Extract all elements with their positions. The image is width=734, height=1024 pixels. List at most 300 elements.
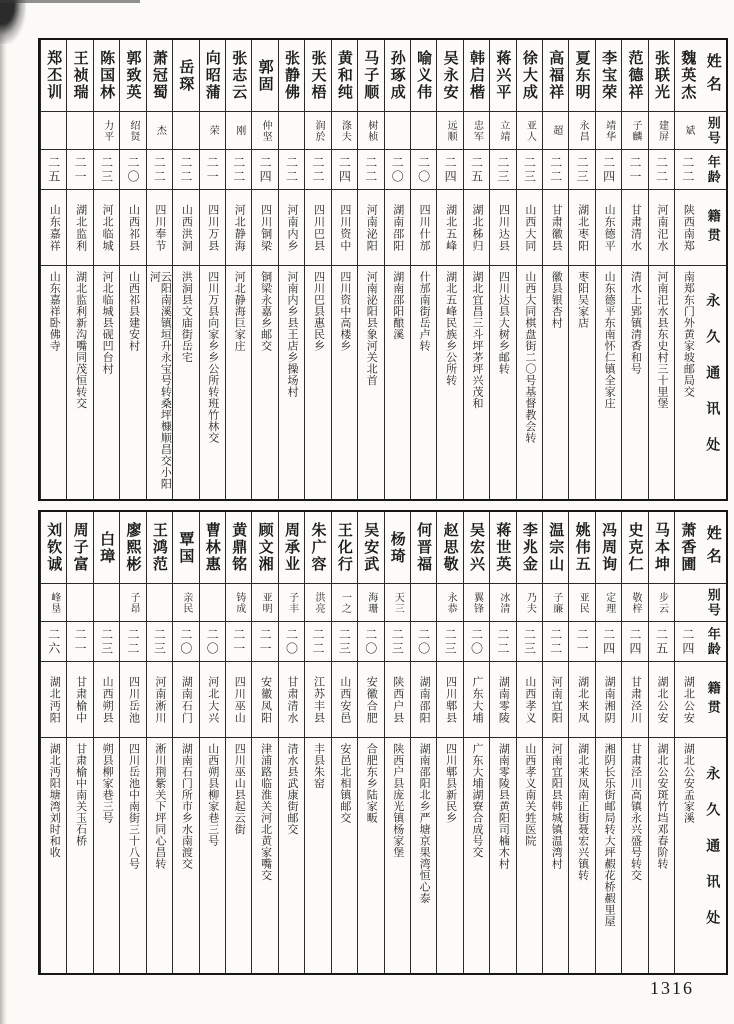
person-column: [489, 512, 515, 973]
person-column: [40, 512, 66, 973]
native-place-cell: 甘肃徽县: [543, 190, 568, 266]
person-column: [357, 40, 383, 499]
address-cell: 河南汜水县东史村三十里堡: [655, 271, 668, 409]
person-column: [146, 40, 172, 499]
native-place-cell: 四川巴县: [305, 190, 330, 266]
name-cell: 曹林惠: [200, 512, 225, 584]
alias-cell: 亚民: [569, 584, 594, 622]
address-cell: 四川岳池中南街三十八号: [127, 743, 140, 870]
native-place-cell: 河北大兴: [200, 662, 225, 738]
alias-cell: 仲坚: [252, 112, 277, 150]
address-cell: 湖南邵阳北乡严塘京果湾恒心泰: [418, 743, 431, 904]
age-cell: 二一: [226, 622, 251, 662]
native-place-cell: 四川巫山: [226, 662, 251, 738]
age-cell: 二二: [543, 622, 568, 662]
person-column: [463, 40, 489, 499]
alias-cell: 绍贤: [120, 112, 145, 150]
age-cell: 二〇: [385, 150, 410, 190]
name-cell: 顾文湘: [252, 512, 277, 584]
address-cell: 山西大同棋盘街二〇号基督教会转: [523, 271, 536, 444]
address-cell: 四川资中高楼乡: [338, 271, 351, 352]
name-cell: 王鸿范: [147, 512, 172, 584]
alias-cell: 敬梓: [622, 584, 647, 622]
native-place-cell: 陕西户县: [385, 662, 410, 738]
roster-table-top: [38, 38, 728, 501]
person-column: [463, 512, 489, 973]
person-column: [674, 40, 700, 499]
name-cell: 杨琦: [385, 512, 410, 584]
alias-cell: 刚: [226, 112, 251, 150]
name-cell: 马子顺: [358, 40, 383, 112]
address-cell: 丰县朱窑: [312, 743, 325, 789]
alias-cell: 超: [543, 112, 568, 150]
alias-cell: [94, 584, 119, 622]
age-cell: 二一: [200, 150, 225, 190]
alias-cell: 亲民: [173, 584, 198, 622]
address-cell: 湖北公安斑竹垱邓春阶转: [655, 743, 668, 870]
name-cell: 郭致英: [120, 40, 145, 112]
alias-cell: 天三: [385, 584, 410, 622]
age-cell: 二二: [226, 150, 251, 190]
address-cell: 四川万县向家乡乡公所转班竹林交: [206, 271, 219, 444]
age-cell: 二四: [596, 150, 621, 190]
address-cell: 淅川荆紫关下坪同心昌转: [153, 743, 166, 870]
person-column: [119, 40, 145, 499]
person-column: [595, 512, 621, 973]
age-cell: 二二: [675, 150, 700, 190]
native-place-cell: 甘肃泾川: [622, 662, 647, 738]
age-cell: 二二: [490, 622, 515, 662]
native-place-cell: 山西孝义: [517, 662, 542, 738]
age-cell: 二五: [649, 622, 674, 662]
address-cell: 山东嘉祥卧佛寺: [48, 271, 61, 352]
age-cell: 二〇: [279, 622, 304, 662]
native-place-header: 籍贯: [701, 190, 726, 266]
name-cell: 姚伟五: [569, 512, 594, 584]
alias-cell: 荣: [200, 112, 225, 150]
person-column: [331, 40, 357, 499]
person-column: [674, 512, 700, 973]
address-cell: 什邡南街岳卢转: [418, 271, 431, 352]
name-cell: 温宗山: [543, 512, 568, 584]
native-place-cell: 四川万县: [200, 190, 225, 266]
person-column: [304, 40, 330, 499]
name-cell: 赵思敬: [437, 512, 462, 584]
age-cell: 二二: [649, 150, 674, 190]
age-cell: 二六: [41, 622, 66, 662]
age-cell: 二三: [490, 150, 515, 190]
name-cell: 萧冠蜀: [147, 40, 172, 112]
alias-cell: 永昌: [569, 112, 594, 150]
name-cell: 高福祥: [543, 40, 568, 112]
alias-cell: [173, 112, 198, 150]
address-cell: 湖南邵阳酿溪: [391, 271, 404, 340]
alias-cell: [41, 112, 66, 150]
age-cell: 二一: [622, 150, 647, 190]
person-column: [172, 40, 198, 499]
name-cell: 吴安武: [358, 512, 383, 584]
page-number: 1316: [650, 978, 694, 998]
address-cell: 云阳南溪镇垣升永宝号转桑坪槺顺昌交小阳河: [148, 271, 172, 490]
person-column: [648, 512, 674, 973]
alias-cell: [411, 584, 436, 622]
alias-cell: 峰垦: [41, 584, 66, 622]
native-place-cell: 湖南湘阴: [596, 662, 621, 738]
native-place-cell: 山东德平: [596, 190, 621, 266]
address-header: 永久通讯处: [705, 765, 722, 946]
age-cell: 二〇: [464, 622, 489, 662]
person-column: [66, 40, 92, 499]
person-column: [595, 40, 621, 499]
name-cell: 周子富: [67, 512, 92, 584]
alias-cell: [411, 112, 436, 150]
scan-top-streak: [0, 0, 140, 3]
header-column: [701, 512, 726, 973]
address-cell: 安邑北相镇邮交: [338, 743, 351, 824]
person-column: [251, 40, 277, 499]
person-column: [278, 40, 304, 499]
address-cell: 铜梁永嘉乡邮交: [259, 271, 272, 352]
person-column: [384, 512, 410, 973]
person-column: [172, 512, 198, 973]
person-column: [384, 40, 410, 499]
address-cell: 四川郫县新民乡: [444, 743, 457, 824]
address-cell: 湖北监利新沟嘴同茂恒转交: [74, 271, 87, 409]
address-cell: 湖南石门所市乡水南渡交: [180, 743, 193, 870]
alias-cell: 靖华: [596, 112, 621, 150]
alias-cell: 永恭: [437, 584, 462, 622]
person-column: [225, 512, 251, 973]
alias-cell: 子丰: [279, 584, 304, 622]
native-place-cell: 四川郫县: [437, 662, 462, 738]
name-cell: 王祯瑞: [67, 40, 92, 112]
age-cell: 二二: [173, 150, 198, 190]
age-cell: 二二: [120, 622, 145, 662]
alias-cell: 子麟: [622, 112, 647, 150]
address-cell: 湖南零陵县黄阳司楠木村: [497, 743, 510, 870]
age-header: 年龄: [701, 622, 726, 662]
roster-table-bottom: [38, 510, 728, 975]
name-cell: 韩启楷: [464, 40, 489, 112]
alias-cell: 立靖: [490, 112, 515, 150]
person-column: [568, 40, 594, 499]
alias-cell: [279, 112, 304, 150]
person-column: [648, 40, 674, 499]
native-place-cell: 湖北秭归: [464, 190, 489, 266]
person-column: [516, 40, 542, 499]
name-cell: 白璋: [94, 512, 119, 584]
address-cell: 山西孝义南关甡医院: [523, 743, 536, 847]
scanned-page: [38, 38, 728, 975]
alias-cell: [67, 584, 92, 622]
name-cell: 周承业: [279, 512, 304, 584]
person-column: [436, 40, 462, 499]
native-place-cell: 河南宜阳: [543, 662, 568, 738]
name-cell: 孙琢成: [385, 40, 410, 112]
name-cell: 张天梧: [305, 40, 330, 112]
age-cell: 二二: [358, 150, 383, 190]
alias-cell: [200, 584, 225, 622]
person-column: [119, 512, 145, 973]
alias-cell: 杰: [147, 112, 172, 150]
alias-cell: [67, 112, 92, 150]
native-place-header: 籍贯: [701, 662, 726, 738]
person-column: [621, 40, 647, 499]
native-place-cell: 湖南邵阳: [385, 190, 410, 266]
age-cell: 二三: [94, 150, 119, 190]
age-cell: 二二: [543, 150, 568, 190]
native-place-cell: 山西安邑: [332, 662, 357, 738]
alias-cell: 力平: [94, 112, 119, 150]
native-place-cell: 湖北公安: [675, 662, 700, 738]
native-place-cell: 四川岳池: [120, 662, 145, 738]
name-cell: 喻义伟: [411, 40, 436, 112]
name-cell: 萧香圃: [675, 512, 700, 584]
name-cell: 吴宏兴: [464, 512, 489, 584]
name-cell: 张联光: [649, 40, 674, 112]
age-cell: 二四: [332, 150, 357, 190]
address-cell: 枣阳吴家店: [576, 271, 589, 329]
alias-cell: 定理: [596, 584, 621, 622]
native-place-cell: 湖南石门: [173, 662, 198, 738]
name-cell: 黄和纯: [332, 40, 357, 112]
alias-cell: 洪亮: [305, 584, 330, 622]
address-cell: 湖北公安孟家溪: [682, 743, 695, 824]
person-column: [542, 40, 568, 499]
address-cell: 河南内乡县王店乡操场村: [286, 271, 299, 398]
native-place-cell: 陕西南郑: [675, 190, 700, 266]
person-column: [40, 40, 66, 499]
age-cell: 二二: [305, 150, 330, 190]
native-place-cell: 江苏丰县: [305, 662, 330, 738]
person-column: [278, 512, 304, 973]
address-cell: 清水县武康街邮交: [286, 743, 299, 835]
native-place-cell: 四川铜梁: [252, 190, 277, 266]
native-place-cell: 湖北沔阳: [41, 662, 66, 738]
name-cell: 李宝荣: [596, 40, 621, 112]
name-cell: 吴永安: [437, 40, 462, 112]
address-cell: 河南宜阳县韩城镇温湾村: [550, 743, 563, 870]
alias-cell: 翼锋: [464, 584, 489, 622]
age-cell: 二三: [385, 622, 410, 662]
age-cell: 二三: [569, 150, 594, 190]
native-place-cell: 河南汜水: [649, 190, 674, 266]
native-place-cell: 河北临城: [94, 190, 119, 266]
age-cell: 二二: [147, 150, 172, 190]
address-cell: 津浦路临淮关河北黄家嘴交: [259, 743, 272, 881]
native-place-cell: 湖北来凤: [569, 662, 594, 738]
alias-cell: 涤夫: [332, 112, 357, 150]
address-cell: 甘肃榆中南关玉石桥: [74, 743, 87, 847]
name-cell: 史克仁: [622, 512, 647, 584]
native-place-cell: 河南内乡: [279, 190, 304, 266]
age-cell: 二三: [437, 622, 462, 662]
name-cell: 何晋福: [411, 512, 436, 584]
address-cell: 广东大埔湖寮合成号交: [470, 743, 483, 858]
person-column: [331, 512, 357, 973]
scan-ink-blob: [0, 0, 26, 44]
address-cell: 合肥东乡陆家畈: [365, 743, 378, 824]
address-cell: 河南泌阳县象河关北首: [365, 271, 378, 386]
name-cell: 张志云: [226, 40, 251, 112]
person-column: [410, 512, 436, 973]
person-column: [436, 512, 462, 973]
name-cell: 向昭蒲: [200, 40, 225, 112]
address-cell: 湘阴长乐街邮局转大坪赮花桥赮里屋: [603, 743, 616, 927]
native-place-cell: 安徽凤阳: [252, 662, 277, 738]
age-cell: 二三: [517, 150, 542, 190]
name-cell: 范德祥: [622, 40, 647, 112]
header-column: [701, 40, 726, 499]
native-place-cell: 四川什邡: [411, 190, 436, 266]
address-cell: 湖北来凤南正街聂宏兴镇转: [576, 743, 589, 881]
name-cell: 夏东明: [569, 40, 594, 112]
age-header: 年龄: [701, 150, 726, 190]
name-cell: 张静佛: [279, 40, 304, 112]
native-place-cell: 湖北枣阳: [569, 190, 594, 266]
native-place-cell: 河南淅川: [147, 662, 172, 738]
name-cell: 郭固: [252, 40, 277, 112]
alias-cell: 亚人: [517, 112, 542, 150]
native-place-cell: 四川奉节: [147, 190, 172, 266]
name-cell: 魏英杰: [675, 40, 700, 112]
person-column: [542, 512, 568, 973]
name-cell: 冯周询: [596, 512, 621, 584]
age-cell: 二四: [252, 150, 277, 190]
native-place-cell: 湖南零陵: [490, 662, 515, 738]
person-column: [251, 512, 277, 973]
alias-cell: 铸成: [226, 584, 251, 622]
name-cell: 廖熙彬: [120, 512, 145, 584]
age-cell: 二四: [437, 150, 462, 190]
age-cell: 二四: [675, 622, 700, 662]
native-place-cell: 河南泌阳: [358, 190, 383, 266]
name-cell: 蒋兴平: [490, 40, 515, 112]
native-place-cell: 山东嘉祥: [41, 190, 66, 266]
name-cell: 黄鼎铭: [226, 512, 251, 584]
alias-cell: 斌: [675, 112, 700, 150]
name-cell: 覃国: [173, 512, 198, 584]
address-cell: 湖北沔阳塘湾刘时和收: [48, 743, 61, 858]
native-place-cell: 山西朔县: [94, 662, 119, 738]
name-cell: 岳琛: [173, 40, 198, 112]
address-cell: 洪洞县文庙街岳宅: [180, 271, 193, 363]
person-column: [225, 40, 251, 499]
alias-cell: [147, 584, 172, 622]
person-column: [146, 512, 172, 973]
alias-header: 别号: [701, 584, 726, 622]
name-header: 姓名: [701, 512, 726, 584]
alias-cell: [675, 584, 700, 622]
native-place-cell: 甘肃清水: [622, 190, 647, 266]
native-place-cell: 湖南邵阳: [411, 662, 436, 738]
alias-cell: [385, 112, 410, 150]
age-cell: 二一: [252, 622, 277, 662]
age-cell: 二二: [305, 622, 330, 662]
native-place-cell: 湖北监利: [67, 190, 92, 266]
native-place-cell: 湖北公安: [649, 662, 674, 738]
age-cell: 二〇: [358, 622, 383, 662]
address-cell: 河北临城县砚凹台村: [101, 271, 114, 375]
native-place-cell: 四川达县: [490, 190, 515, 266]
address-cell: 朔县柳家巷三号: [101, 743, 114, 824]
name-cell: 蒋世英: [490, 512, 515, 584]
age-cell: 二一: [67, 150, 92, 190]
age-cell: 二三: [147, 622, 172, 662]
name-cell: 陈国林: [94, 40, 119, 112]
address-cell: 湖北宜昌三斗坪茅坪兴茂和: [470, 271, 483, 409]
age-cell: 二三: [517, 622, 542, 662]
age-cell: 二〇: [411, 622, 436, 662]
alias-cell: 子廉: [543, 584, 568, 622]
person-column: [199, 40, 225, 499]
address-cell: 河北静海巨家庄: [233, 271, 246, 352]
name-cell: 马本坤: [649, 512, 674, 584]
native-place-cell: 甘肃清水: [279, 662, 304, 738]
person-column: [568, 512, 594, 973]
person-column: [357, 512, 383, 973]
alias-cell: 树桢: [358, 112, 383, 150]
alias-header: 别号: [701, 112, 726, 150]
age-cell: 二五: [464, 150, 489, 190]
name-cell: 郑丕训: [41, 40, 66, 112]
address-cell: 徽县银杏村: [550, 271, 563, 329]
age-cell: 二〇: [120, 150, 145, 190]
age-cell: 二二: [279, 150, 304, 190]
person-column: [93, 40, 119, 499]
age-cell: 二一: [67, 622, 92, 662]
address-cell: 湖北五峰民族乡公所转: [444, 271, 457, 386]
name-header: 姓名: [701, 40, 726, 112]
native-place-cell: 河北静海: [226, 190, 251, 266]
address-cell: 山西朔县柳家巷三号: [206, 743, 219, 847]
address-cell: 山西祁县建安村: [127, 271, 140, 352]
address-cell: 清水上郢镇清香和号: [629, 271, 642, 375]
person-column: [516, 512, 542, 973]
alias-cell: 忠军: [464, 112, 489, 150]
native-place-cell: 山西洪洞: [173, 190, 198, 266]
age-cell: 二三: [332, 622, 357, 662]
address-cell: 四川巴县惠民乡: [312, 271, 325, 352]
alias-cell: 亚明: [252, 584, 277, 622]
alias-cell: 冰清: [490, 584, 515, 622]
age-cell: 二四: [596, 622, 621, 662]
person-column: [304, 512, 330, 973]
person-column: [489, 40, 515, 499]
age-cell: 二一: [569, 622, 594, 662]
address-cell: 甘肃泾川高镇永兴盛号转交: [629, 743, 642, 881]
native-place-cell: 山西祁县: [120, 190, 145, 266]
native-place-cell: 山西大同: [517, 190, 542, 266]
address-cell: 山东德平东南怀仁镇全家庄: [603, 271, 616, 409]
alias-cell: 润於: [305, 112, 330, 150]
name-cell: 朱广容: [305, 512, 330, 584]
person-column: [621, 512, 647, 973]
native-place-cell: 湖北五峰: [437, 190, 462, 266]
address-cell: 南郑东门外黄家坡邮局交: [682, 271, 695, 398]
name-cell: 刘钦诚: [41, 512, 66, 584]
scan-edge-shadow: [0, 0, 7, 1024]
native-place-cell: 甘肃榆中: [67, 662, 92, 738]
alias-cell: 子昂: [120, 584, 145, 622]
age-cell: 二三: [94, 622, 119, 662]
native-place-cell: 四川资中: [332, 190, 357, 266]
person-column: [410, 40, 436, 499]
alias-cell: 海珊: [358, 584, 383, 622]
alias-cell: 远顺: [437, 112, 462, 150]
age-cell: 二〇: [200, 622, 225, 662]
name-cell: 李兆金: [517, 512, 542, 584]
